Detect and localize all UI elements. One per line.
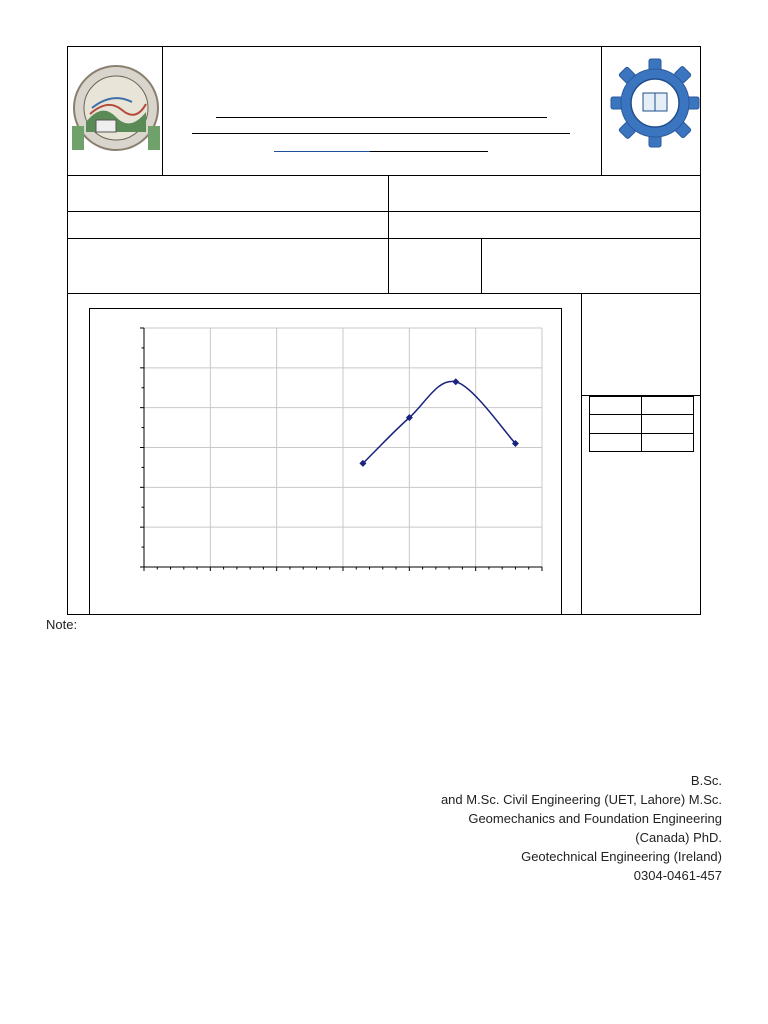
- data-point: [452, 378, 459, 385]
- footer-line: Geotechnical Engineering (Ireland): [521, 849, 722, 864]
- footer-line: (Canada) PhD.: [635, 830, 722, 845]
- chart-axes: [140, 328, 542, 571]
- note-label: Note:: [46, 617, 78, 632]
- footer-line: B.Sc.: [690, 773, 722, 788]
- chart-grid: [144, 328, 542, 567]
- chart-points: [359, 378, 519, 467]
- footer-line: 0304-0461-457: [633, 868, 722, 883]
- footer-credentials: [392, 771, 722, 885]
- footer-line: and M.Sc. Civil Engineering (UET, Lahore) M.Sc.: [440, 792, 722, 807]
- chart-series-line: [363, 381, 516, 463]
- footer-line: Geomechanics and Foundation Engineering: [468, 811, 722, 826]
